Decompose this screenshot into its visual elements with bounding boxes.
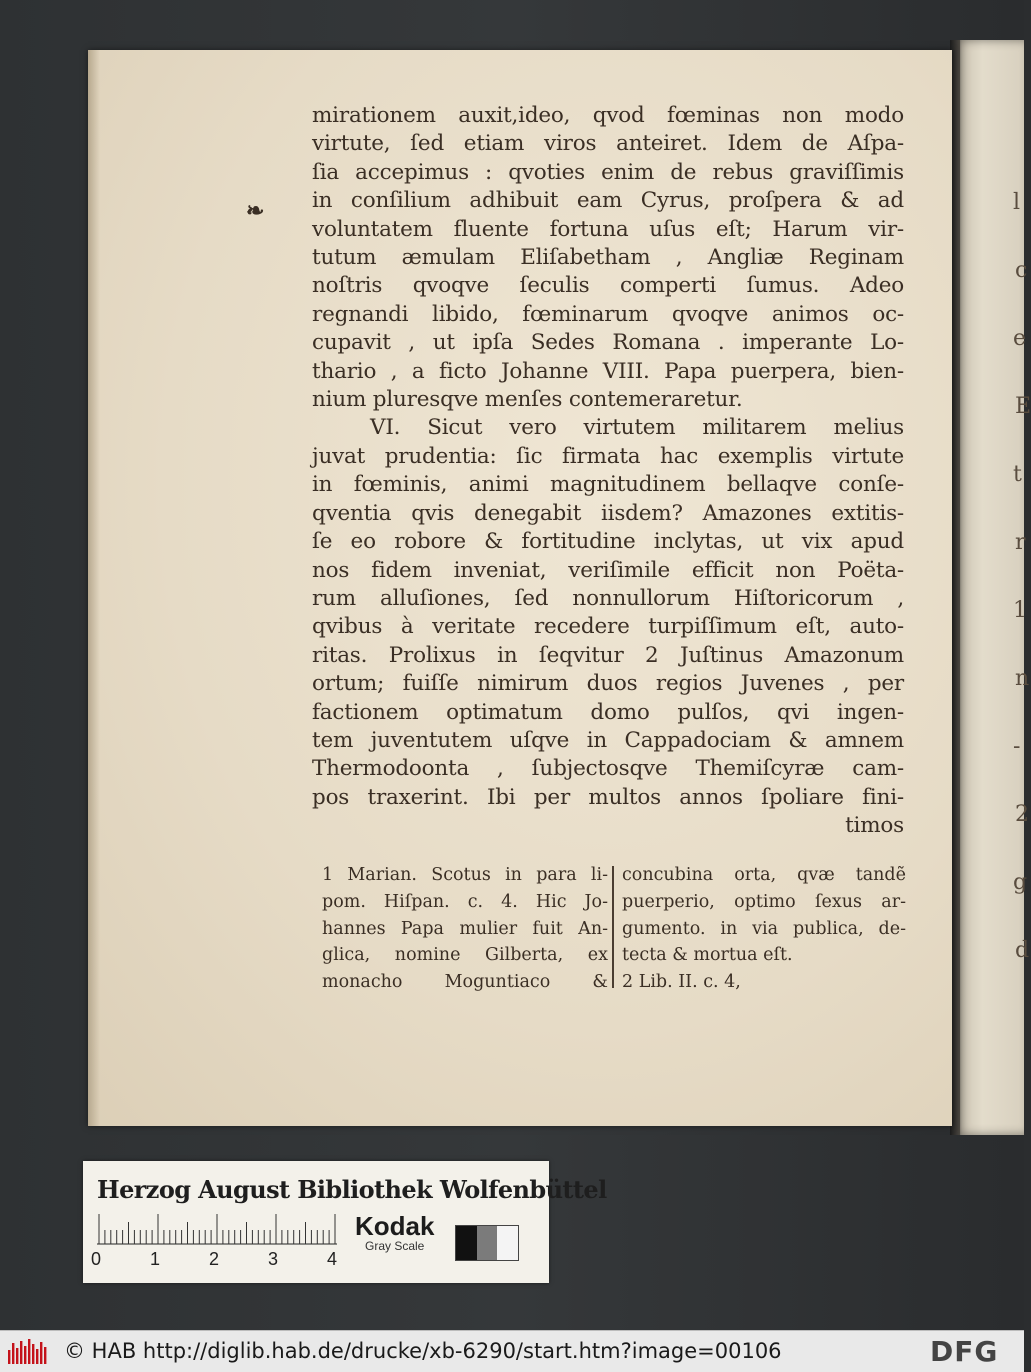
text-line: qventia qvis denegabit iisdem? Amazones extitis- xyxy=(312,500,904,526)
text-line: timos xyxy=(845,813,904,839)
margin-mark: ❧ xyxy=(246,198,265,224)
text-line: ritas. Prolixus in ſeqvitur 2 Juſtinus Amazonum xyxy=(312,642,904,668)
scale-ruler xyxy=(97,1213,337,1245)
footnote-line: glica, nomine Gilberta, ex xyxy=(322,945,608,966)
footnote-line: gumento. in via publica, de- xyxy=(622,918,906,939)
text-line: nium pluresqve menſes contemeraretur. xyxy=(312,387,743,413)
text-line: noſtris qvoqve ſeculis comperti ſumus. Adeo xyxy=(312,273,904,299)
facing-page-edge xyxy=(955,40,1031,1135)
footnote-line: concubina orta, qvæ tandẽ xyxy=(622,865,906,885)
text-line: VI. Sicut vero virtutem militarem melius xyxy=(370,415,904,441)
facing-page-fragment: d xyxy=(1015,938,1030,963)
facing-page-fragment: n xyxy=(1015,666,1030,691)
text-line: thario , a ficto Johanne VIII. Papa puerpera, bien- xyxy=(312,358,904,384)
text-line: Thermodoonta , ſubjectosqve Themiſcyræ cam- xyxy=(312,756,904,782)
footnote-line: puerperio, optimo ſexus ar- xyxy=(622,891,906,912)
footnote-line: tecta & mortua eſt. xyxy=(622,945,793,966)
dfg-logo-icon: DFG xyxy=(930,1335,999,1368)
ruler-number: 1 xyxy=(150,1249,161,1269)
swatch-white xyxy=(497,1226,518,1260)
facing-page-fragment: 1 xyxy=(1013,598,1027,623)
text-line: cupavit , ut ipſa Sedes Romana . imperante Lo- xyxy=(312,330,904,356)
swatch-black xyxy=(456,1226,477,1260)
facing-page-fragment: c xyxy=(1015,258,1028,283)
text-line: ortum; fuiſſe nimirum duos regios Juvenes , per xyxy=(312,671,904,697)
ruler-number: 4 xyxy=(327,1249,338,1269)
text-line: rum alluſiones, ſed nonnullorum Hiſtoricorum , xyxy=(312,585,904,611)
facing-page-fragment: - xyxy=(1013,734,1021,759)
facing-page-fragment: E xyxy=(1015,394,1031,419)
footnote-column-left xyxy=(322,862,608,996)
gray-swatches xyxy=(455,1225,519,1261)
text-line: factionem optimatum domo pulſos, qvi ingen- xyxy=(312,699,904,725)
text-line: mirationem auxit,ideo, qvod fœminas non modo xyxy=(312,103,904,128)
footnote-line: monacho Moguntiaco & xyxy=(322,972,608,993)
text-line: virtute, ſed etiam viros anteiret. Idem de Aſpa- xyxy=(312,131,904,157)
facing-page-fragment: t xyxy=(1013,462,1022,487)
text-line: regnandi libido, fœminarum qvoqve animos oc- xyxy=(312,301,904,327)
copyright-url[interactable]: © HAB http://diglib.hab.de/drucke/xb-6290/start.htm?image=00106 xyxy=(64,1339,782,1363)
swatch-gray xyxy=(477,1226,498,1260)
ruler-number: 3 xyxy=(268,1249,279,1269)
ruler-number: 2 xyxy=(209,1249,220,1269)
text-line: nos fidem inveniat, veriſimile efficit non Poëta- xyxy=(312,557,904,583)
text-line: qvibus à veritate recedere turpiſſimum eſt, auto- xyxy=(312,614,904,640)
ruler-number: 0 xyxy=(91,1249,102,1269)
footnote-line: hannes Papa mulier fuit An- xyxy=(322,918,608,939)
text-line: ſia accepimus : qvoties enim de rebus graviſſimis xyxy=(312,159,904,185)
text-line: in fœminis, animi magnitudinem bellaqve conſe- xyxy=(312,472,904,498)
text-line: ſe eo robore & fortitudine inclytas, ut vix apud xyxy=(312,529,904,555)
hab-logo-icon xyxy=(8,1336,48,1366)
facing-page-fragment: e xyxy=(1013,326,1027,351)
text-line: juvat prudentia: ſic firmata hac exemplis virtute xyxy=(312,443,904,469)
kodak-brand: Kodak xyxy=(355,1211,435,1241)
footnote-column-right xyxy=(622,862,906,996)
text-line: tem juventutem uſqve in Cappadociam & amnem xyxy=(312,727,904,753)
text-line: in conſilium adhibuit eam Cyrus, proſpera & ad xyxy=(312,188,904,214)
facing-page-fragment: g xyxy=(1013,870,1028,895)
facing-page-fragment: r xyxy=(1015,530,1026,555)
library-name: Herzog August Bibliothek Wolfenbüttel xyxy=(97,1175,607,1204)
text-line: voluntatem fluente fortuna uſus eſt; Harum vir- xyxy=(312,216,904,242)
facing-page-fragment: 2 xyxy=(1015,802,1029,827)
gray-scale-label: Gray Scale xyxy=(365,1239,425,1253)
footnote-line: pom. Hiſpan. c. 4. Hic Jo- xyxy=(322,891,608,912)
footnote-line: 2 Lib. II. c. 4, xyxy=(622,972,741,993)
footer-bar xyxy=(0,1330,1024,1372)
facing-page-fragment: l xyxy=(1013,190,1021,215)
page-left-edge xyxy=(88,50,100,1126)
footnote-divider xyxy=(612,866,614,988)
text-line: tutum æmulam Eliſabetham , Angliæ Reginam xyxy=(312,245,904,271)
main-text-block xyxy=(312,102,904,841)
library-color-card xyxy=(83,1161,607,1283)
text-line: pos traxerint. Ibi per multos annos ſpoliare fini- xyxy=(312,784,904,810)
footnote-line: 1 Marian. Scotus in para li- xyxy=(322,865,608,885)
